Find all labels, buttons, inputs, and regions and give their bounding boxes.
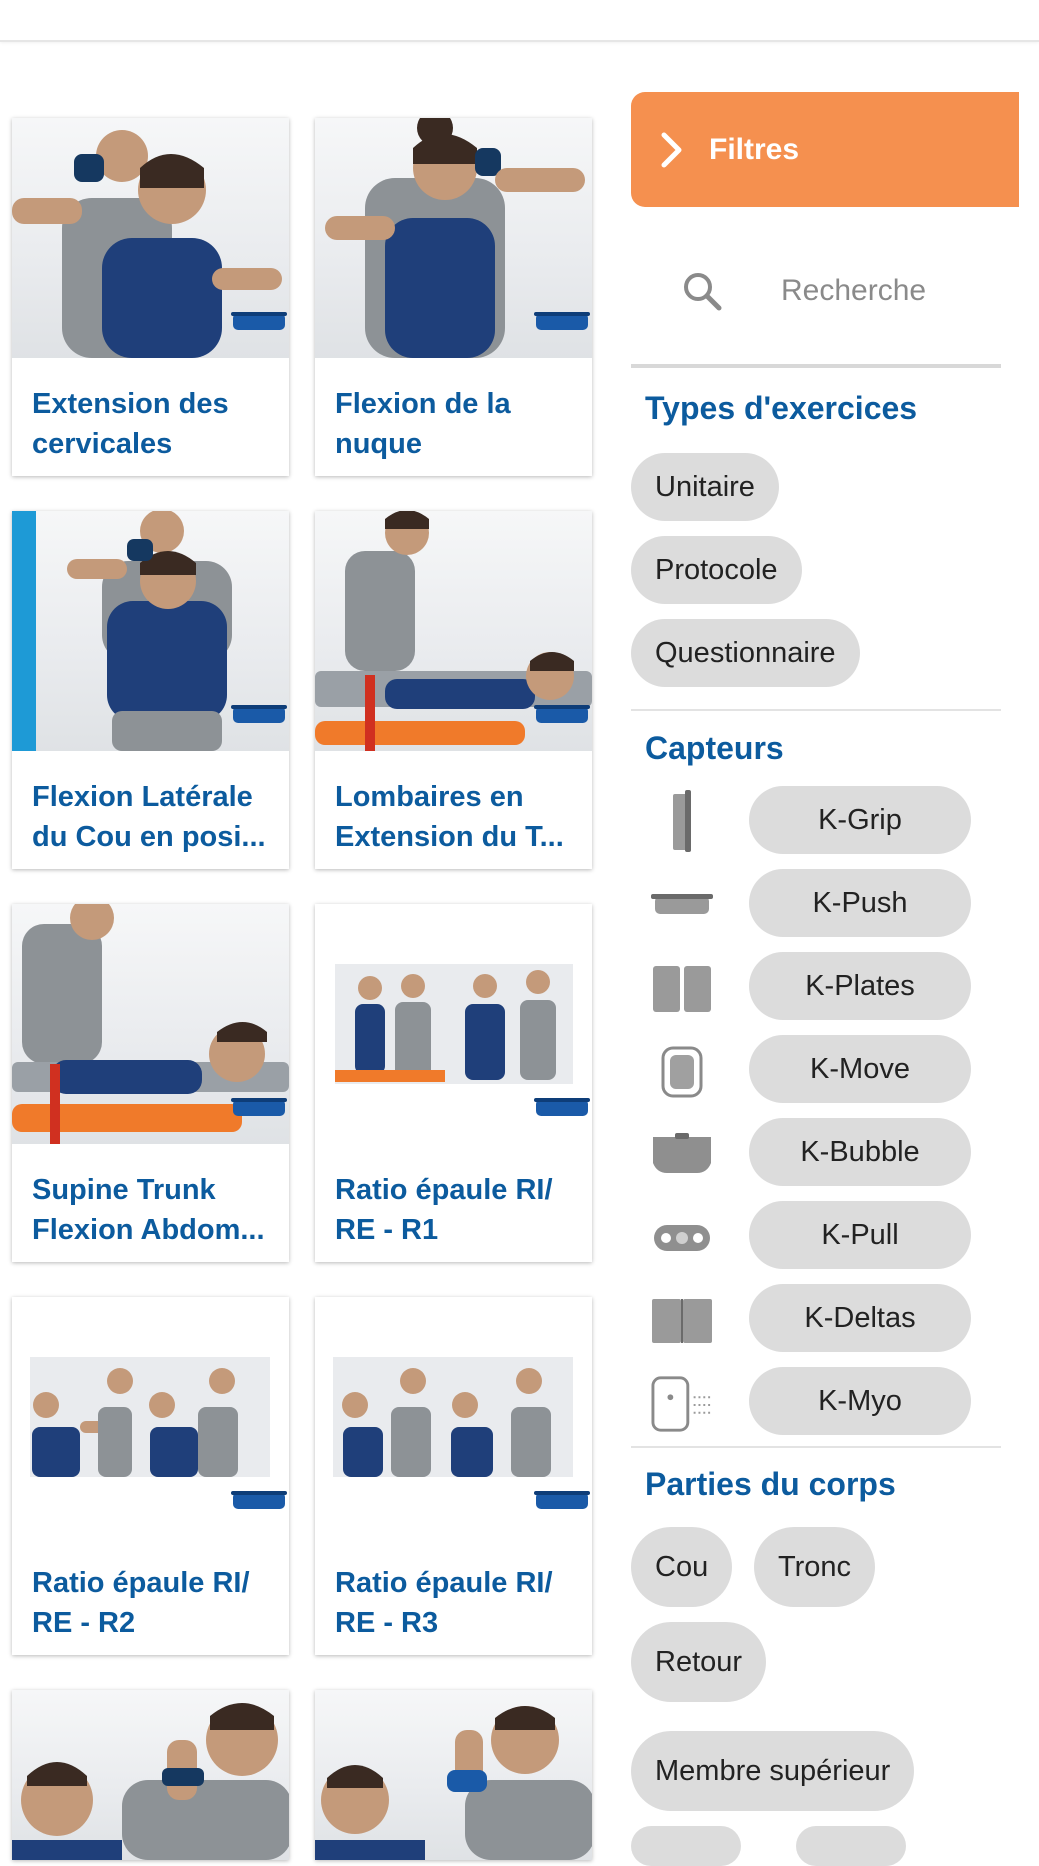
k-move-icon [651, 1041, 713, 1103]
exercise-card[interactable] [315, 904, 592, 1262]
chip-protocole[interactable]: Protocole [631, 536, 802, 604]
exercise-title: Supine Trunk Flexion Abdom... [32, 1174, 265, 1246]
exercise-card[interactable] [315, 511, 592, 869]
k-deltas-icon [651, 1290, 713, 1352]
exercise-card[interactable] [12, 511, 289, 869]
k-push-icon [231, 703, 287, 725]
exercise-title: Ratio épaule RI/ RE - R2 [32, 1567, 250, 1639]
exercise-thumbnail [315, 904, 592, 1144]
exercise-thumbnail [12, 904, 289, 1144]
k-plates-icon [651, 958, 713, 1020]
body-parts-title: Parties du corps [645, 1466, 896, 1502]
chip-cou[interactable]: Cou [631, 1527, 732, 1607]
k-myo-icon [651, 1373, 713, 1435]
exercise-card[interactable] [12, 118, 289, 476]
exercise-title: Extension des cervicales [32, 388, 229, 460]
filters-button-label: Filtres [709, 132, 800, 166]
k-push-icon [534, 1489, 590, 1511]
top-bar [0, 0, 1039, 42]
k-push-icon [534, 310, 590, 332]
search-placeholder: Recherche [781, 274, 927, 307]
exercise-thumbnail [315, 1297, 592, 1537]
exercise-card[interactable] [315, 1690, 592, 1860]
sensor-chip-k-move[interactable]: K-Move [749, 1035, 971, 1103]
sensor-chip-k-bubble[interactable]: K-Bubble [749, 1118, 971, 1186]
sensor-chip-k-push[interactable]: K-Push [749, 869, 971, 937]
exercise-card[interactable] [315, 118, 592, 476]
exercise-card[interactable] [315, 1297, 592, 1655]
exercise-title: Ratio épaule RI/ RE - R3 [335, 1567, 553, 1639]
exercise-title: Lombaires en Extension du T... [335, 781, 564, 853]
k-push-icon [231, 310, 287, 332]
exercise-thumbnail [12, 1297, 289, 1537]
exercise-thumbnail [12, 118, 289, 358]
exercise-thumbnail [315, 118, 592, 358]
exercise-types-title: Types d'exercices [645, 390, 918, 426]
exercise-card[interactable] [12, 1297, 289, 1655]
search-field[interactable] [631, 250, 1001, 368]
sensor-chip-k-plates[interactable]: K-Plates [749, 952, 971, 1020]
k-push-icon [231, 1489, 287, 1511]
chip-more[interactable] [631, 1826, 741, 1866]
exercise-thumbnail [315, 1690, 592, 1860]
chip-unitaire[interactable]: Unitaire [631, 453, 779, 521]
chip-membre-superieur[interactable]: Membre supérieur [631, 1731, 914, 1811]
exercise-title: Ratio épaule RI/ RE - R1 [335, 1174, 553, 1246]
chip-questionnaire[interactable]: Questionnaire [631, 619, 860, 687]
divider [631, 709, 1001, 711]
sensor-chip-k-myo[interactable]: K-Myo [749, 1367, 971, 1435]
k-grip-icon [651, 790, 713, 852]
exercise-card[interactable] [12, 1690, 289, 1860]
exercise-thumbnail [12, 1690, 289, 1860]
sensor-chip-k-grip[interactable]: K-Grip [749, 786, 971, 854]
sensor-chip-k-deltas[interactable]: K-Deltas [749, 1284, 971, 1352]
exercise-title: Flexion de la nuque [335, 388, 511, 460]
k-push-icon [534, 1096, 590, 1118]
exercise-thumbnail [315, 511, 592, 751]
sensor-chip-k-pull[interactable]: K-Pull [749, 1201, 971, 1269]
search-icon [681, 270, 723, 312]
exercise-thumbnail [12, 511, 289, 751]
exercise-card[interactable] [12, 904, 289, 1262]
k-push-icon [651, 874, 713, 936]
k-push-icon [231, 1096, 287, 1118]
chip-retour[interactable]: Retour [631, 1622, 766, 1702]
filters-button[interactable] [631, 92, 1019, 207]
k-push-icon [534, 703, 590, 725]
chip-more[interactable] [796, 1826, 906, 1866]
divider [631, 1446, 1001, 1448]
sensors-title: Capteurs [645, 730, 784, 766]
k-pull-icon [651, 1207, 713, 1269]
k-bubble-icon [651, 1124, 713, 1186]
chip-tronc[interactable]: Tronc [754, 1527, 875, 1607]
exercise-title: Flexion Latérale du Cou en posi... [32, 781, 266, 853]
chevron-right-icon [661, 132, 683, 168]
